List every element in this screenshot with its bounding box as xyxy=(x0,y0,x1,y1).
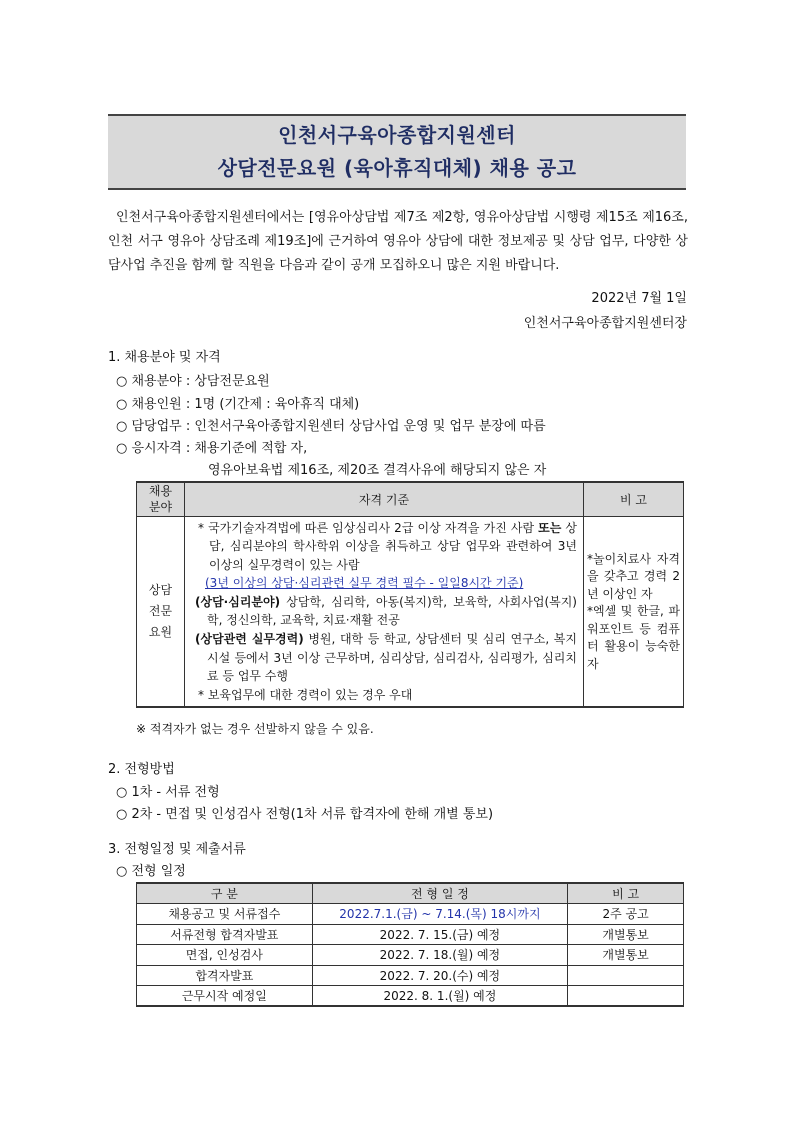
criteria-experience-label: (상담관련 실무경력) xyxy=(195,632,304,647)
notice-date: 2022년 7월 1일 xyxy=(591,291,687,306)
header-category: 구 분 xyxy=(137,883,313,904)
header-note: 비 고 xyxy=(584,482,684,516)
row-note: 개별통보 xyxy=(568,924,684,945)
title-line-2: 상담전문요원 (육아휴직대체) 채용 공고 xyxy=(217,156,577,180)
row-note: 2주 공고 xyxy=(568,904,684,925)
title-line-1: 인천서구육아종합지원센터 xyxy=(278,123,516,147)
table-row xyxy=(137,516,684,707)
row-date: 2022. 7. 15.(금) 예정 xyxy=(312,924,568,945)
criteria-experience xyxy=(195,630,577,686)
footnote: ※ 적격자가 없는 경우 선발하지 않을 수 있음. xyxy=(136,722,374,736)
row-label: 근무시작 예정일 xyxy=(137,986,313,1007)
row-note: 개별통보 xyxy=(568,945,684,966)
header-note: 비 고 xyxy=(568,883,684,904)
row-note xyxy=(568,965,684,986)
criteria-main-rest: 상담, 심리분야의 학사학위 이상을 취득하고 상담 업무와 관련하여 3년 이상의 실무경력이 있는 사람 xyxy=(209,520,577,572)
criteria-experience-note xyxy=(195,574,577,593)
row-label: 서류전형 합격자발표 xyxy=(137,924,313,945)
row-date: 2022. 7. 20.(수) 예정 xyxy=(312,965,568,986)
criteria-main-text: * 국가기술자격법에 따른 임상심리사 2급 이상 자격을 가진 사람 xyxy=(198,520,535,535)
section-3-heading: 3. 전형일정 및 제출서류 xyxy=(108,842,246,857)
row-note xyxy=(568,986,684,1007)
qualification-criteria xyxy=(185,516,584,707)
criteria-field xyxy=(195,593,577,630)
row-date: 2022. 7. 18.(월) 예정 xyxy=(312,945,568,966)
criteria-preference: * 보육업무에 대한 경력이 있는 경우 우대 xyxy=(198,687,413,702)
criteria-field-label: (상담·심리분야) xyxy=(195,594,281,609)
header-qualification: 자격 기준 xyxy=(185,482,584,516)
note-computer-skills: *엑셀 및 한글, 파워포인트 등 컴퓨터 활용이 능숙한 자 xyxy=(587,604,680,671)
row-label: 합격자발표 xyxy=(137,965,313,986)
organization-signature: 인천서구육아종합지원센터장 xyxy=(523,316,687,331)
criteria-main xyxy=(195,519,577,575)
section-3-sub: ○ 전형 일정 xyxy=(116,864,186,879)
section-1-item: ○ 채용인원 : 1명 (기간제 : 육아휴직 대체) xyxy=(116,397,360,412)
note-play-therapist: *놀이치료사 자격을 갖추고 경력 2년 이상인 자 xyxy=(587,551,680,601)
section-1-item: ○ 담당업무 : 인천서구육아종합지원센터 상담사업 운영 및 업무 분장에 따름 xyxy=(116,419,546,434)
header-field: 채용 분야 xyxy=(137,482,185,516)
table-row xyxy=(137,904,684,925)
intro-paragraph: 인천서구육아종합지원센터에서는 [영유아상담법 제7조 제2항, 영유아상담법 시행령 제15조 제16조, 인천 서구 영유아 상담조례 제19조]에 근거하여 영유아 상담에 대한 정보제공 및 상담 업무, 다양한 상담사업 추진을 함께 할 직원을 다음과 같이 공개 모집하오니 많은 지원 바랍니다. xyxy=(108,210,688,273)
table-row xyxy=(137,945,684,966)
title-box xyxy=(108,114,686,190)
row-label: 채용공고 및 서류접수 xyxy=(137,904,313,925)
section-1-item: ○ 채용분야 : 상담전문요원 xyxy=(116,374,270,389)
section-1-item: ○ 응시자격 : 채용기준에 적합 자, xyxy=(116,441,308,456)
row-date: 2022.7.1.(금) ~ 7.14.(목) 18시까지 xyxy=(312,904,568,925)
section-1-heading: 1. 채용분야 및 자격 xyxy=(108,350,221,365)
table-header-row xyxy=(137,482,684,516)
criteria-or: 또는 xyxy=(538,520,562,535)
section-2-heading: 2. 전형방법 xyxy=(108,762,175,777)
criteria-field-text: 상담학, 심리학, 아동(복지)학, 보육학, 사회사업(복지)학, 정신의학, 교육학, 치료·재활 전공 xyxy=(207,594,577,628)
table-row xyxy=(137,965,684,986)
table-header-row xyxy=(137,883,684,904)
qualification-table xyxy=(136,481,684,708)
schedule-table xyxy=(136,882,684,1007)
row-label: 면접, 인성검사 xyxy=(137,945,313,966)
table-row xyxy=(137,924,684,945)
experience-requirement: (3년 이상의 상담·심리관련 실무 경력 필수 - 일일8시간 기준) xyxy=(205,576,524,591)
note-cell xyxy=(584,516,684,707)
section-2-item: ○ 1차 - 서류 전형 xyxy=(116,785,220,800)
header-schedule: 전 형 일 정 xyxy=(312,883,568,904)
section-1-item-continued: 영유아보육법 제16조, 제20조 결격사유에 해당되지 않은 자 xyxy=(208,463,547,478)
table-row xyxy=(137,986,684,1007)
section-2-item: ○ 2차 - 면접 및 인성검사 전형(1차 서류 합격자에 한해 개별 통보) xyxy=(116,807,494,822)
row-date: 2022. 8. 1.(월) 예정 xyxy=(312,986,568,1007)
field-name: 상담 전문 요원 xyxy=(137,516,185,707)
criteria-experience-text: 병원, 대학 등 학교, 상담센터 및 심리 연구소, 복지 시설 등에서 3년 이상 근무하며, 심리상담, 심리검사, 심리평가, 심리치료 등 업무 수행 xyxy=(207,632,577,684)
